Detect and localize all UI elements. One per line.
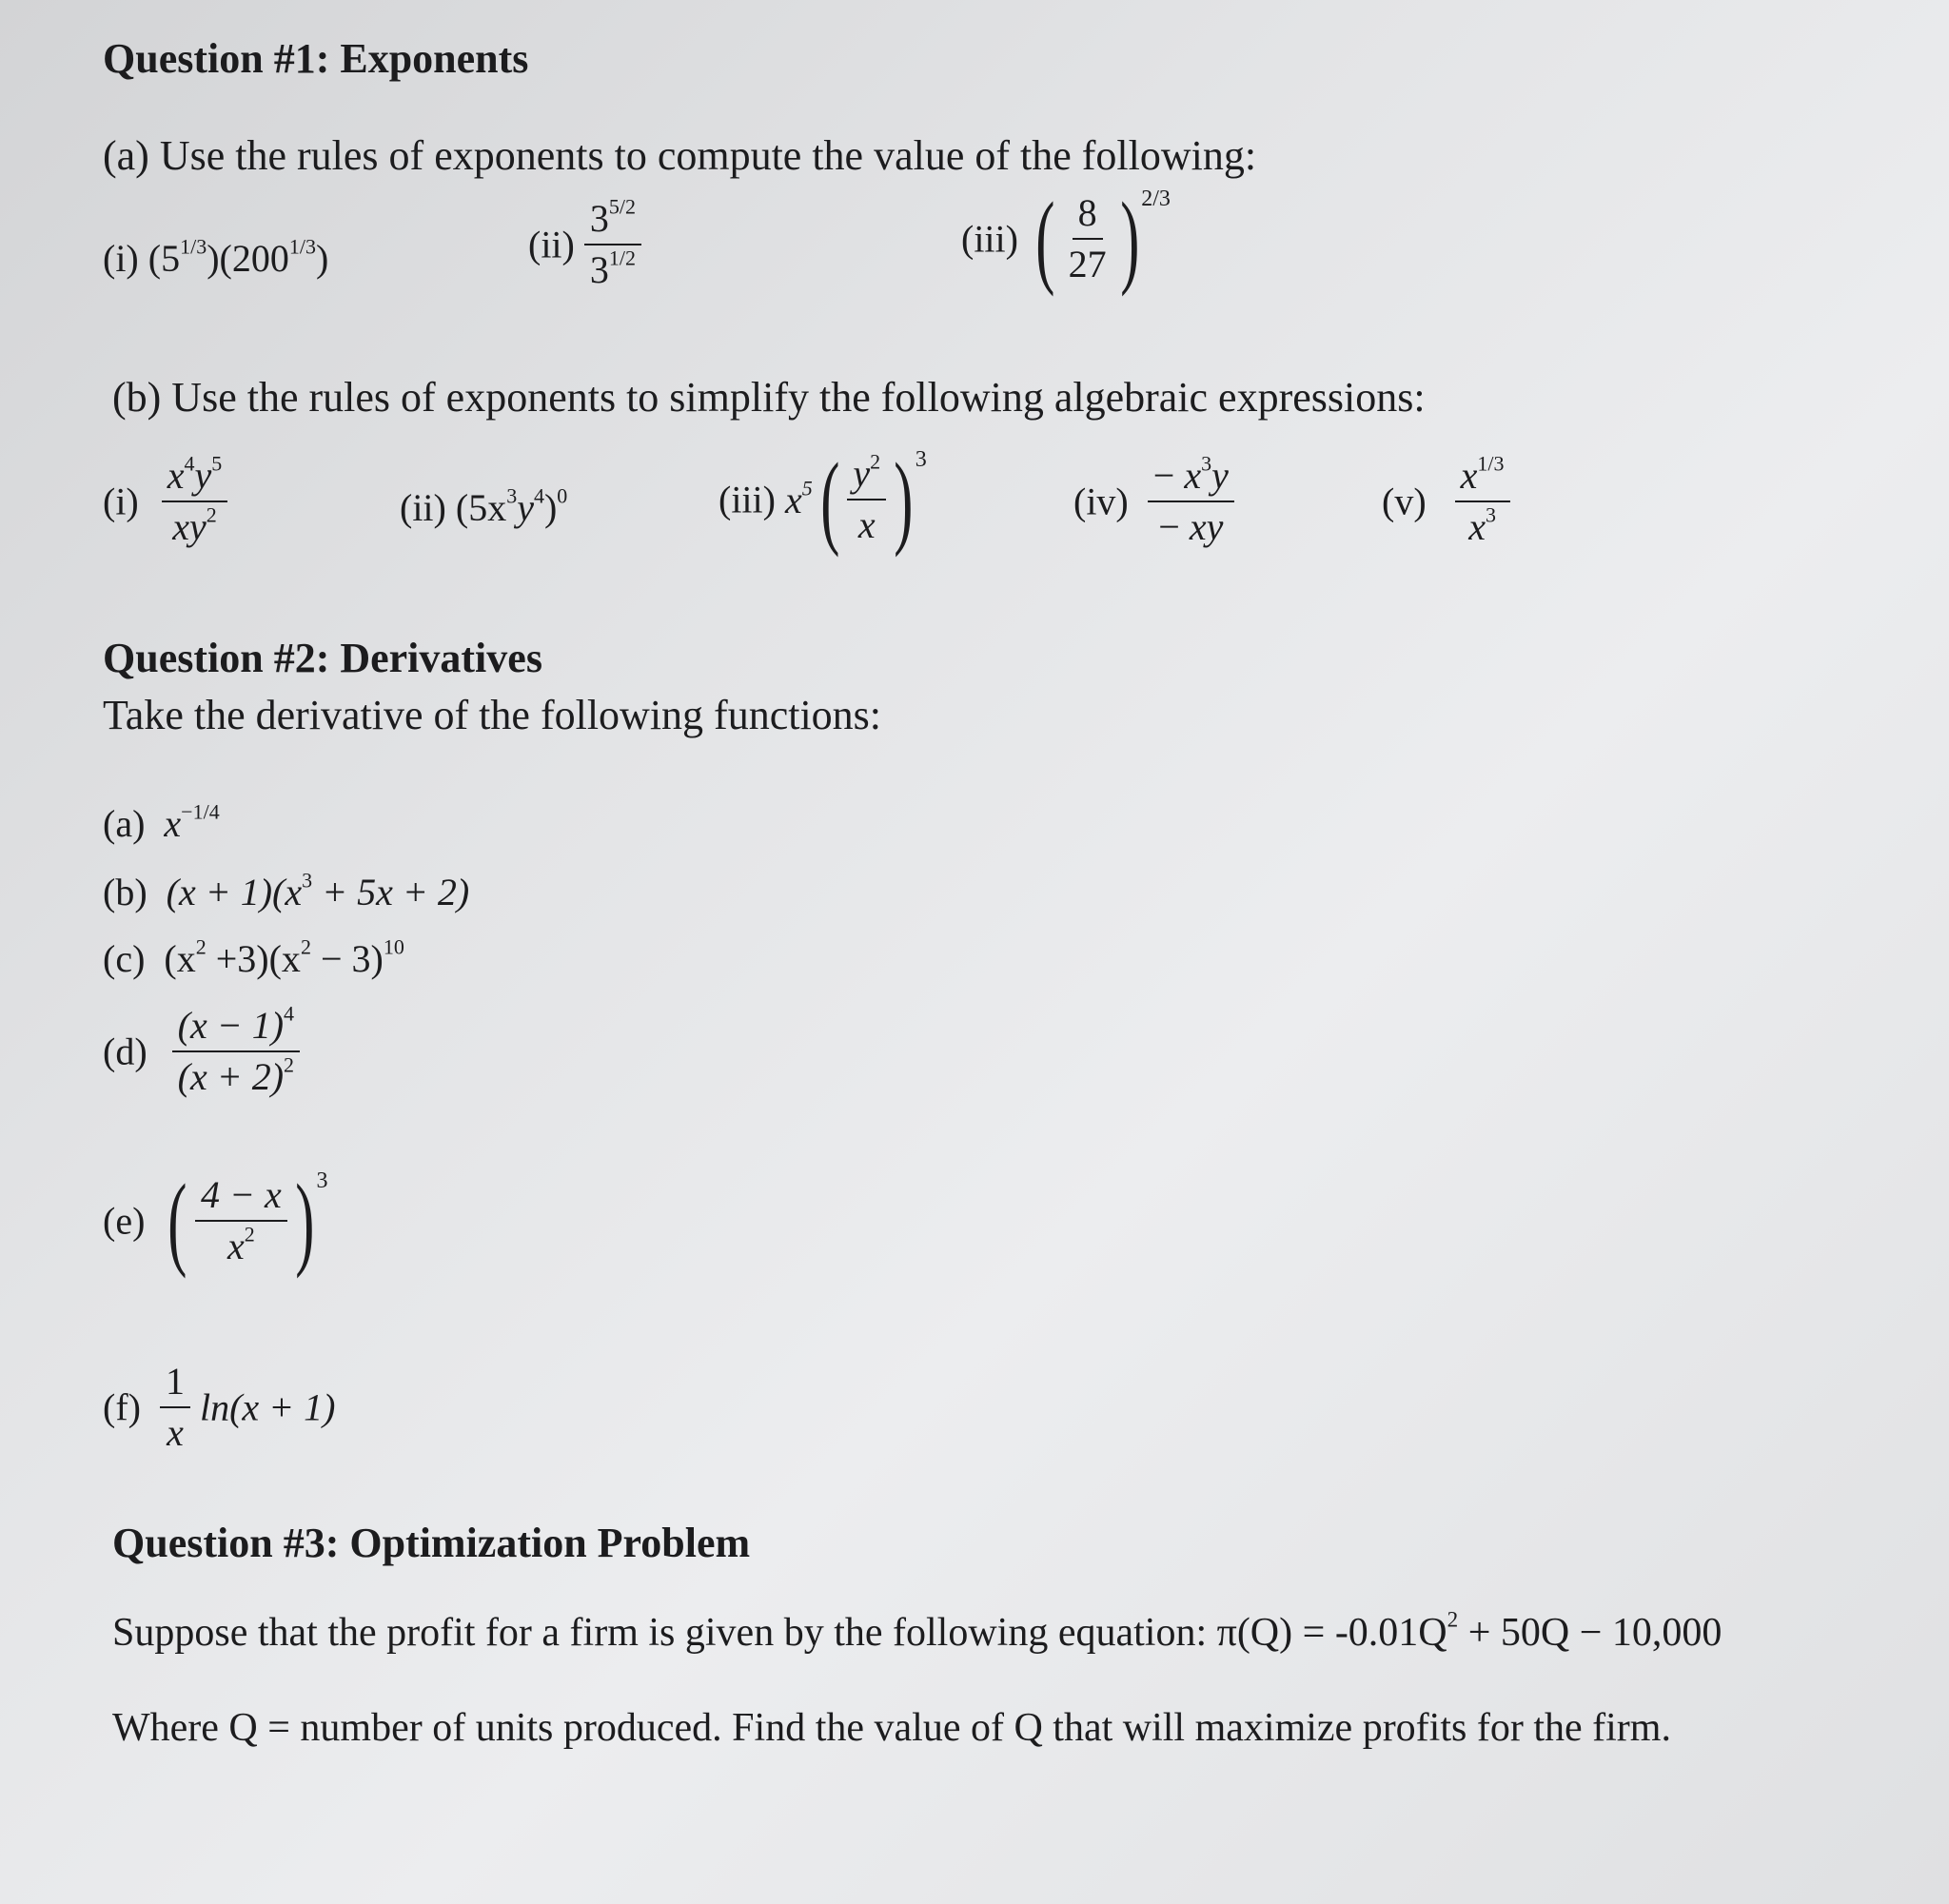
q2-e-fraction: $\frac{4 - x}{x^2}$ [195, 1174, 287, 1267]
q1-b-iv-label: (iv) [1073, 480, 1129, 523]
q1-b-v-fraction: $\frac{x^{1/3}}{x^3}$ [1455, 455, 1510, 548]
q1-b-iii: (iii) $x^5$( $\frac{y^2}{x}$ )3 [719, 442, 927, 558]
q1-a-iii: (iii) ( $\frac{8}{27}$ )2/3 [961, 181, 1171, 297]
q2-d-fraction: $\frac{(x - 1)^4}{(x + 2)^2}$ [172, 1005, 300, 1098]
q1-b-i-fraction: $\frac{x^4y^5}{xy^2}$ [162, 455, 228, 548]
q2-f: (f) $\frac{1}{x}$ ln(x + 1) [103, 1360, 336, 1454]
q1-b-v-label: (v) [1382, 480, 1427, 523]
q1-b-i [103, 451, 227, 548]
q1-b-iii-label: (iii) [719, 478, 776, 521]
q2-b-label: (b) [103, 871, 148, 913]
q1-a-iii-fraction: $\frac{8}{27}$ [1068, 191, 1107, 285]
q1-a-ii [528, 194, 641, 291]
q2-c: (c) $(x^2 +3)(x^2 - 3)^{10}$ [103, 934, 404, 980]
q1-b-iv [1073, 451, 1234, 548]
q1-b-v [1382, 451, 1510, 548]
q1-title: Question #1: Exponents [103, 35, 529, 82]
q2-prompt: Take the derivative of the following functions: [103, 692, 882, 738]
q3-title: Question #3: Optimization Problem [112, 1520, 751, 1566]
q1-a-ii-fraction: $\frac{3^{5/2}}{3^{1/2}}$ [584, 198, 641, 291]
q1-b-i-label: (i) [103, 480, 139, 523]
q2-a-label: (a) [103, 802, 146, 845]
q2-f-label: (f) [103, 1385, 141, 1429]
q1-b-ii: (ii) $(5x^3y^4)^0$ [400, 483, 568, 529]
q3-line1: Suppose that the profit for a firm is given by the following equation: $\pi(Q) = -0.01Q^2 + 50Q - 10,000$ [112, 1606, 1723, 1655]
q2-d-label: (d) [103, 1030, 148, 1073]
q2-a: (a) $x^{-1/4}$ [103, 799, 220, 845]
q3-line2: Where Q = number of units produced. Find the value of Q that will maximize profits for the firm. [112, 1706, 1671, 1750]
q1-a-iii-label: (iii) [961, 217, 1018, 261]
q1-b-iii-fraction: $\frac{y^2}{x}$ [847, 453, 886, 546]
q1-b-iv-fraction: $\frac{- x^3y}{- xy}$ [1148, 455, 1234, 548]
q1-a-prompt: (a) Use the rules of exponents to compute the value of the following: [103, 132, 1257, 179]
q2-b: (b) $(x + 1)(x^3 + 5x + 2)$ [103, 868, 470, 913]
q2-e-label: (e) [103, 1199, 146, 1243]
q1-b-ii-label: (ii) [400, 486, 446, 529]
q1-b-prompt: (b) Use the rules of exponents to simplify the following algebraic expressions: [112, 374, 1426, 421]
q2-e: (e) ( $\frac{4 - x}{x^2}$ )3 [103, 1163, 328, 1279]
q1-a-ii-label: (ii) [528, 223, 575, 266]
q1-a-i: (i) $(5^{1/3})(200^{1/3})$ [103, 234, 329, 280]
q2-c-label: (c) [103, 937, 146, 980]
q2-f-fraction: $\frac{1}{x}$ [160, 1361, 190, 1454]
q2-title: Question #2: Derivatives [103, 635, 542, 681]
q2-d [103, 1001, 300, 1098]
q1-a-i-label: (i) [103, 237, 139, 280]
